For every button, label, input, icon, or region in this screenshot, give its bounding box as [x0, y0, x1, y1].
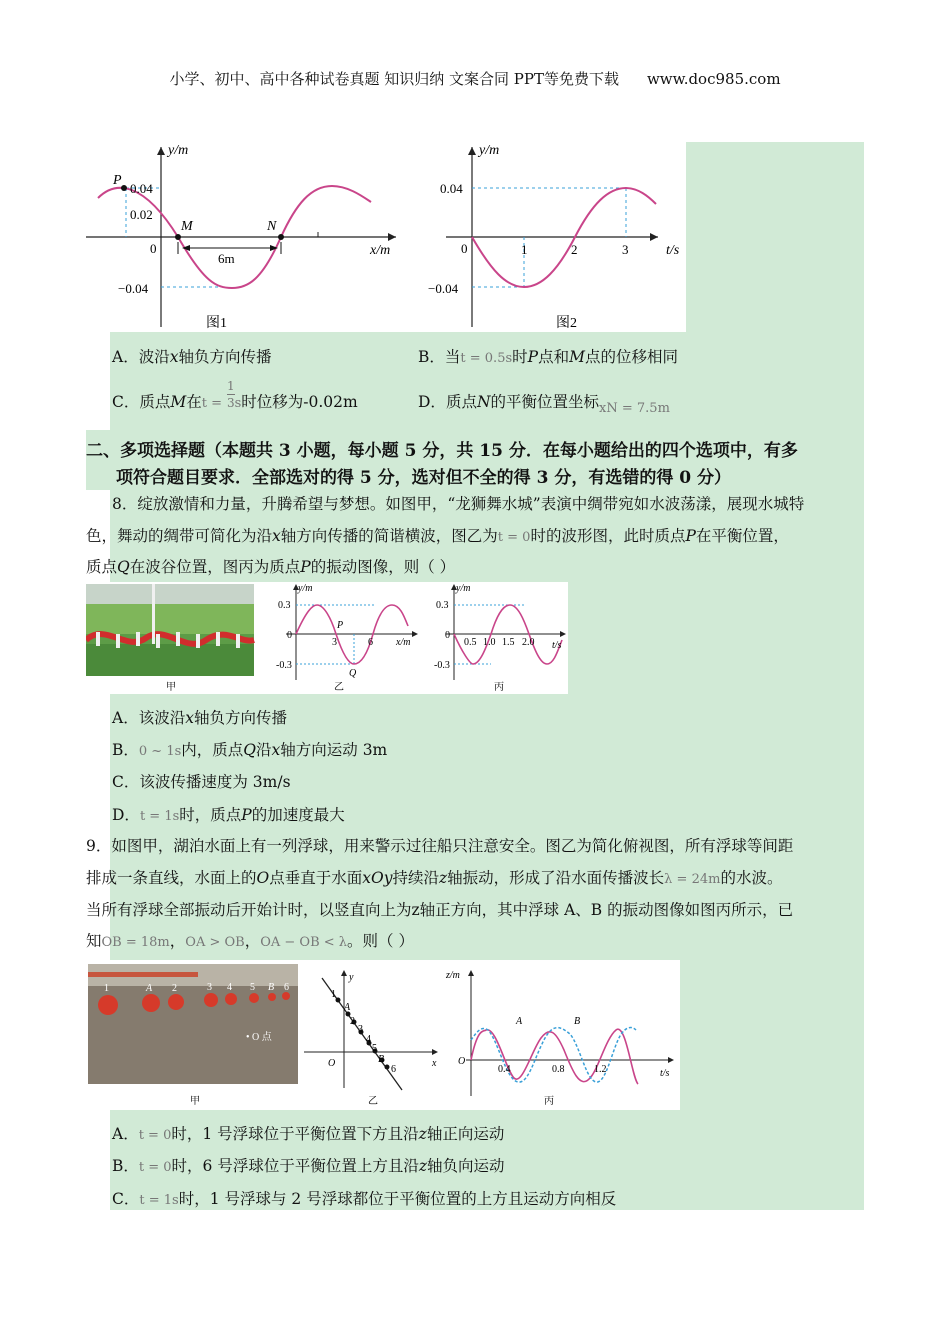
fig1-v-top: 0.04 — [130, 181, 153, 196]
q7-option-b[interactable]: B．当t = 0.5s时P点和M点的位移相同 — [418, 348, 678, 366]
svg-text:P: P — [337, 620, 344, 631]
svg-text:4: 4 — [366, 1034, 371, 1045]
q9-option-b[interactable]: B．t = 0时，6 号浮球位于平衡位置上方且沿z轴负向运动 — [112, 1157, 505, 1175]
svg-text:2: 2 — [172, 983, 177, 994]
svg-text:0: 0 — [445, 630, 450, 641]
fig1-x-label: x/m — [370, 243, 391, 258]
fig2-t3: 3 — [622, 242, 629, 257]
q8-option-b[interactable]: B．0 ~ 1s内，质点Q沿x轴方向运动 3m — [112, 741, 388, 759]
q7-option-a[interactable]: A．波沿x轴负方向传播 — [112, 348, 272, 366]
fig1-origin: 0 — [150, 241, 157, 256]
svg-text:-0.3: -0.3 — [434, 660, 450, 671]
svg-text:3: 3 — [332, 637, 337, 648]
fig2-v-top: 0.04 — [440, 181, 463, 196]
q9-fig-yi: 乙 — [368, 1096, 378, 1107]
svg-text:0.4: 0.4 — [498, 1064, 511, 1075]
svg-text:1.0: 1.0 — [483, 637, 496, 648]
svg-text:3: 3 — [207, 982, 212, 993]
svg-text:0.5: 0.5 — [464, 637, 477, 648]
header-text: 小学、初中、高中各种试卷真题 知识归纳 文案合同 PPT等免费下载 — [169, 70, 619, 88]
q9-line1: 9．如图甲，湖泊水面上有一列浮球，用来警示过往船只注意安全。图乙为简化俯视图，所有浮球等间距 — [86, 837, 794, 855]
svg-text:y/m: y/m — [298, 583, 313, 594]
photo-dragon-dance — [86, 584, 254, 676]
q8-fig-jia: 甲 — [166, 682, 176, 693]
svg-text:A: A — [344, 1002, 351, 1013]
fig2-x-label: t/s — [666, 243, 680, 258]
svg-text:t/s: t/s — [660, 1068, 670, 1079]
svg-text:B: B — [378, 1054, 385, 1065]
svg-text:1.2: 1.2 — [594, 1064, 607, 1075]
svg-text:t/s: t/s — [552, 640, 562, 651]
svg-text:6: 6 — [368, 637, 373, 648]
svg-text:A: A — [516, 1016, 523, 1027]
q9-line3: 当所有浮球全部振动后开始计时，以竖直向上为z轴正方向，其中浮球 A、B 的振动图像如图丙所示，已 — [86, 901, 794, 919]
svg-text:6: 6 — [284, 982, 289, 993]
q9-line4: 知OB = 18m，OA > OB，OA − OB < λ。则（ ） — [86, 932, 414, 950]
page-header — [0, 68, 950, 89]
fig2-v-bot: −0.04 — [428, 281, 459, 296]
svg-text:1.5: 1.5 — [502, 637, 515, 648]
q8-option-c[interactable]: C．该波传播速度为 3m/s — [112, 773, 291, 791]
svg-text:x/m: x/m — [396, 637, 411, 648]
q9-fig-bing: 丙 — [544, 1096, 554, 1107]
wave-figures-1-2 — [86, 142, 686, 332]
svg-text:B: B — [268, 982, 275, 993]
q8-line3: 质点Q在波谷位置，图丙为质点P的振动图像，则（ ） — [86, 558, 456, 576]
fig1-label-m: M — [181, 219, 193, 234]
q9-option-a[interactable]: A．t = 0时，1 号浮球位于平衡位置下方且沿z轴正向运动 — [112, 1125, 505, 1143]
fig2-t2: 2 — [571, 242, 578, 257]
section-title-line1: 二、多项选择题（本题共 3 小题，每小题 5 分，共 15 分．在每小题给出的四个选项中，有多 — [86, 441, 798, 461]
svg-text:3: 3 — [358, 1024, 363, 1035]
svg-text:1: 1 — [331, 989, 336, 1000]
svg-text:1: 1 — [104, 983, 109, 994]
fig1-y-label: y/m — [168, 143, 189, 158]
q7-option-c[interactable]: C．质点M在$_{t =}$ $\frac{1}{3}$ $_s$时位移为-0.02m — [112, 379, 358, 411]
fig1-distance: 6m — [218, 251, 235, 266]
point-n — [278, 234, 284, 240]
svg-text:z/m: z/m — [446, 970, 460, 981]
section-title-line2: 项符合题目要求．全部选对的得 5 分，选对但不全的得 3 分，有选错的得 0 分） — [116, 468, 731, 488]
svg-text:A: A — [146, 983, 153, 994]
q8-option-d[interactable]: D．t = 1s时，质点P的加速度最大 — [112, 806, 345, 824]
q8-fig-bing: 丙 — [494, 682, 504, 693]
fig2-y-label: y/m — [479, 143, 500, 158]
q8-line1: 8．绽放激情和力量，升腾希望与梦想。如图甲，“龙狮舞水城”表演中绸带宛如水波荡漾，展现水城特 — [112, 495, 805, 513]
q9-fig-jia: 甲 — [190, 1096, 200, 1107]
header-url: www.doc985.com — [646, 70, 781, 88]
svg-text:6: 6 — [391, 1064, 396, 1075]
svg-text:0.3: 0.3 — [436, 600, 449, 611]
svg-text:5: 5 — [372, 1043, 377, 1054]
svg-text:-0.3: -0.3 — [276, 660, 292, 671]
q7-option-d[interactable]: D．质点N的平衡位置坐标$_{xN = 7.5m}$ — [418, 393, 670, 416]
fig1-label-p: P — [113, 173, 122, 188]
q8-fig-yi: 乙 — [334, 682, 344, 693]
q9-line2: 排成一条直线，水面上的O点垂直于水面xOy持续沿z轴振动，形成了沿水面传播波长λ = 24m的水波。 — [86, 869, 783, 887]
svg-text:O: O — [328, 1058, 336, 1069]
svg-text:y: y — [349, 972, 354, 983]
svg-text:B: B — [574, 1016, 581, 1027]
svg-text:0: 0 — [287, 630, 292, 641]
fig1-v-mid: 0.02 — [130, 207, 153, 222]
q9-option-c[interactable]: C．t = 1s时，1 号浮球与 2 号浮球都位于平衡位置的上方且运动方向相反 — [112, 1190, 617, 1208]
point-m — [175, 234, 181, 240]
svg-text:0.8: 0.8 — [552, 1064, 565, 1075]
svg-text:2: 2 — [350, 1016, 355, 1027]
point-p — [121, 185, 127, 191]
svg-text:2.0: 2.0 — [522, 637, 535, 648]
photo-buoys — [88, 964, 298, 1084]
svg-text:• O 点: • O 点 — [246, 1032, 272, 1043]
q8-line2: 色，舞动的绸带可简化为沿x轴方向传播的简谐横波，图乙为t = 0时的波形图，此时质点P在平衡位置， — [86, 527, 789, 545]
q8-figure-panel — [86, 582, 568, 694]
fig2-caption: 图2 — [556, 316, 577, 331]
fig1-v-bot: −0.04 — [118, 281, 149, 296]
svg-text:O: O — [458, 1056, 466, 1067]
svg-text:Q: Q — [349, 668, 357, 679]
svg-text:x: x — [432, 1058, 437, 1069]
q9-figure-panel — [86, 960, 680, 1110]
fig2-origin: 0 — [461, 241, 468, 256]
svg-text:0.3: 0.3 — [278, 600, 291, 611]
svg-text:5: 5 — [250, 982, 255, 993]
fig1-caption: 图1 — [206, 316, 227, 331]
q8-option-a[interactable]: A．该波沿x轴负方向传播 — [112, 709, 287, 727]
fig2-t1: 1 — [521, 242, 528, 257]
svg-text:4: 4 — [227, 982, 232, 993]
fig1-label-n: N — [267, 219, 277, 234]
svg-text:y/m: y/m — [456, 583, 471, 594]
